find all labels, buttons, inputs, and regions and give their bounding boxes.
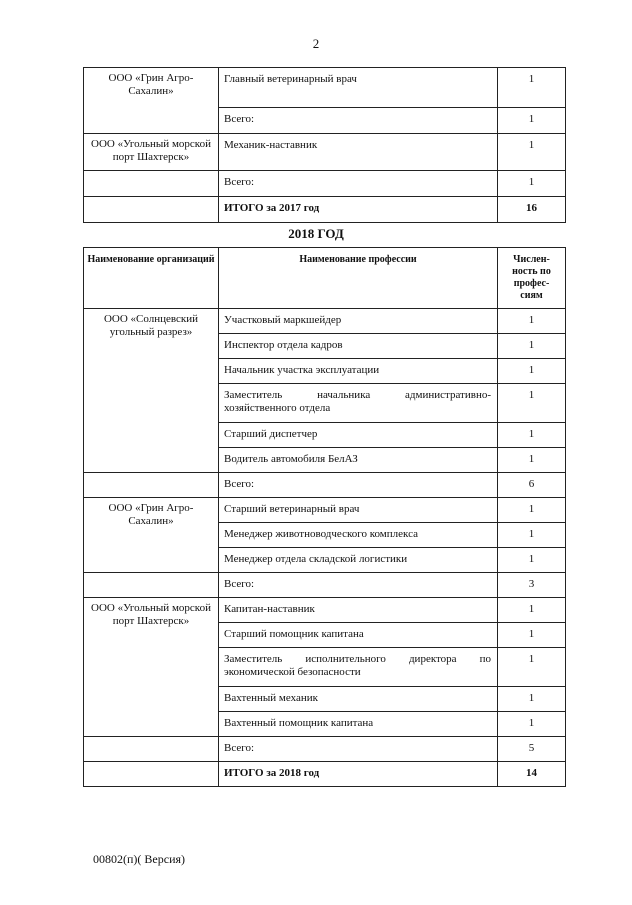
grand-total-value: 14	[498, 762, 566, 787]
empty-cell	[84, 762, 219, 787]
table-row	[84, 473, 566, 498]
org-cell: ООО «Угольный морской порт Шахтерск»	[84, 598, 219, 737]
year-heading: 2018 ГОД	[288, 226, 344, 241]
table-row	[84, 598, 566, 623]
count-cell: 1	[498, 334, 566, 359]
count-cell: 1	[498, 359, 566, 384]
profession-cell: Начальник участка эксплуатации	[219, 359, 498, 384]
empty-cell	[84, 473, 219, 498]
count-cell: 1	[498, 423, 566, 448]
profession-cell: Вахтенный механик	[219, 687, 498, 712]
grand-total-value: 16	[498, 197, 566, 223]
column-header-org: Наименование организаций	[84, 248, 219, 309]
column-header-count: Числен-ность по профес-сиям	[498, 248, 566, 309]
count-cell: 1	[498, 523, 566, 548]
subtotal-label: Всего:	[219, 171, 498, 197]
profession-cell: Старший ветеринарный врач	[219, 498, 498, 523]
count-cell: 1	[498, 598, 566, 623]
subtotal-label: Всего:	[219, 473, 498, 498]
org-cell: ООО «Угольный морской порт Шахтерск»	[84, 134, 219, 171]
table-row	[84, 171, 566, 197]
profession-cell: Главный ветеринарный врач	[219, 68, 498, 108]
profession-cell: Участковый маркшейдер	[219, 309, 498, 334]
page-number: 2	[312, 36, 320, 51]
subtotal-label: Всего:	[219, 108, 498, 134]
table-row	[84, 134, 566, 171]
table-row	[84, 309, 566, 334]
count-cell: 1	[498, 498, 566, 523]
grand-total-label: ИТОГО за 2017 год	[219, 197, 498, 223]
table-header-row	[84, 248, 566, 309]
count-cell: 1	[498, 134, 566, 171]
profession-cell: Инспектор отдела кадров	[219, 334, 498, 359]
profession-cell: Менеджер отдела складской логистики	[219, 548, 498, 573]
table-row	[84, 498, 566, 523]
profession-cell: Заместитель начальника административно-хозяйственного отдела	[219, 384, 498, 423]
subtotal-value: 3	[498, 573, 566, 598]
org-cell: ООО «Грин Агро-Сахалин»	[84, 498, 219, 573]
subtotal-value: 1	[498, 171, 566, 197]
profession-cell: Старший диспетчер	[219, 423, 498, 448]
profession-cell: Водитель автомобиля БелАЗ	[219, 448, 498, 473]
profession-cell: Заместитель исполнительного директора по экономической безопасности	[219, 648, 498, 687]
count-cell: 1	[498, 648, 566, 687]
count-cell: 1	[498, 68, 566, 108]
column-header-profession: Наименование профессии	[219, 248, 498, 309]
profession-cell: Вахтенный помощник капитана	[219, 712, 498, 737]
grand-total-label: ИТОГО за 2018 год	[219, 762, 498, 787]
subtotal-value: 1	[498, 108, 566, 134]
table-row	[84, 573, 566, 598]
empty-cell	[84, 573, 219, 598]
count-cell: 1	[498, 309, 566, 334]
table-row-total	[84, 197, 566, 223]
table-row-total	[84, 762, 566, 787]
count-cell: 1	[498, 384, 566, 423]
table-2018	[83, 247, 566, 787]
count-cell: 1	[498, 548, 566, 573]
count-cell: 1	[498, 687, 566, 712]
profession-cell: Капитан-наставник	[219, 598, 498, 623]
subtotal-label: Всего:	[219, 737, 498, 762]
org-cell: ООО «Солнцевский угольный разрез»	[84, 309, 219, 473]
profession-cell: Старший помощник капитана	[219, 623, 498, 648]
empty-cell	[84, 737, 219, 762]
table-2017	[83, 67, 566, 223]
document-code: 00802(п)( Версия)	[93, 852, 186, 866]
empty-cell	[84, 171, 219, 197]
count-cell: 1	[498, 623, 566, 648]
subtotal-value: 5	[498, 737, 566, 762]
count-cell: 1	[498, 448, 566, 473]
profession-cell: Менеджер животноводческого комплекса	[219, 523, 498, 548]
subtotal-label: Всего:	[219, 573, 498, 598]
table-row	[84, 737, 566, 762]
org-cell: ООО «Грин Агро-Сахалин»	[84, 68, 219, 134]
empty-cell	[84, 197, 219, 223]
count-cell: 1	[498, 712, 566, 737]
table-row	[84, 68, 566, 108]
profession-cell: Механик-наставник	[219, 134, 498, 171]
subtotal-value: 6	[498, 473, 566, 498]
